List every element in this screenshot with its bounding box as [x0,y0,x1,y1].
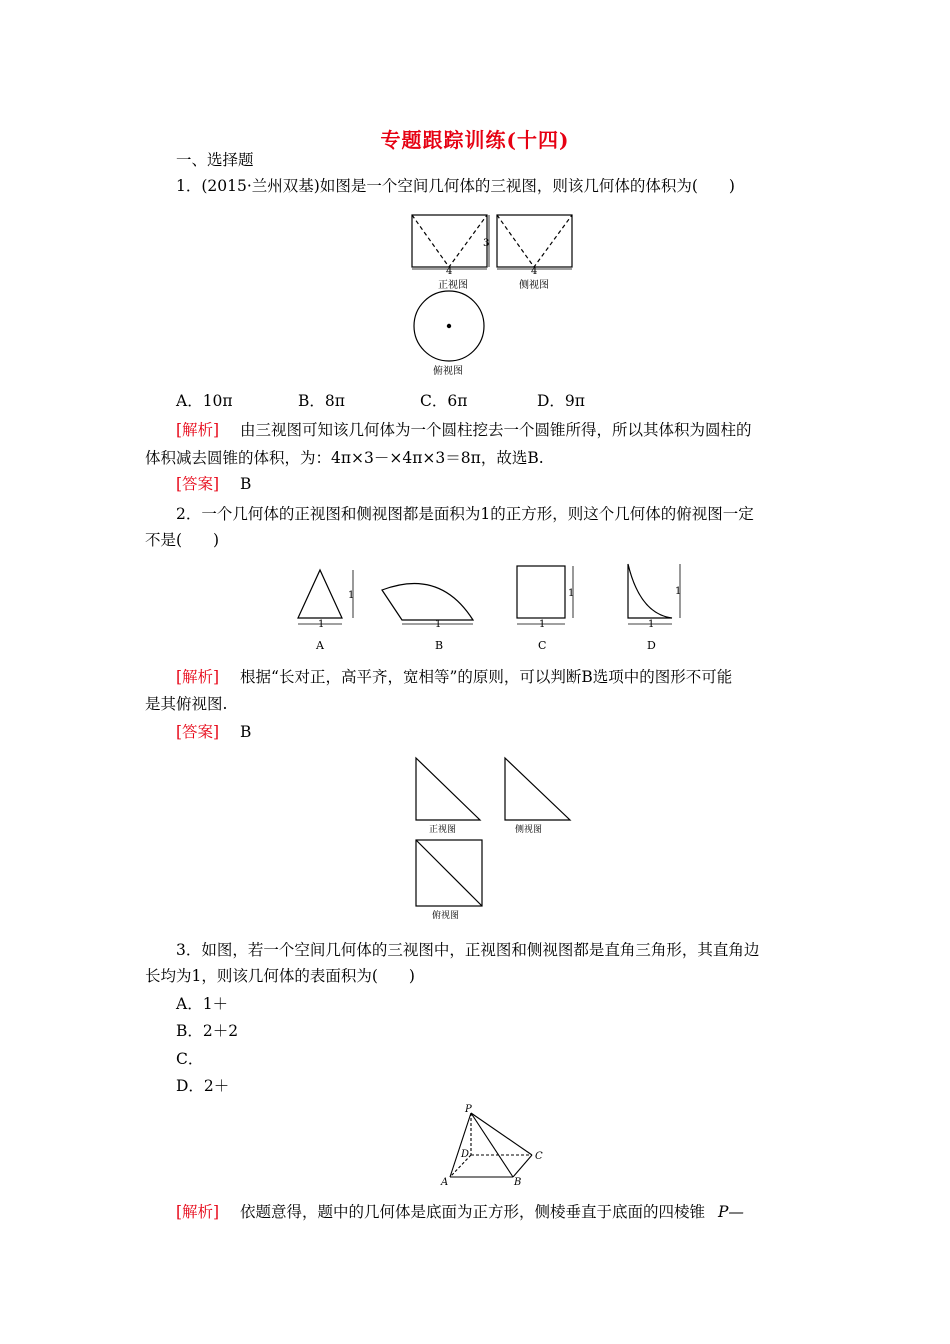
q2-option-a-triangle [298,570,342,618]
q3-vertex-c: C [535,1151,543,1162]
q2-b-width-label: 1 [435,619,442,630]
q2-analysis-line1: 根据“长对正，高平齐，宽相等”的原则，可以判断B选项中的图形不可能 [240,668,733,686]
q2-label-d: D [647,639,656,652]
q1-answer: B [240,475,252,493]
q1-option-c: C．6π [420,392,468,410]
q1-front-width-label: 4 [446,266,453,277]
q2-c-width-label: 1 [539,619,546,630]
q2-label-b: B [435,639,444,652]
q2-option-c-square [517,566,565,618]
q1-analysis-line1: 由三视图可知该几何体为一个圆柱挖去一个圆锥所得，所以其体积为圆柱的 [240,421,752,439]
q2-label-a: A [316,639,324,652]
q3-stem-line2: 长均为1，则该几何体的表面积为( ) [145,967,415,985]
q1-top-view-label: 俯视图 [433,366,463,377]
q3-front-view-label: 正视图 [429,825,457,835]
q2-d-height-label: 1 [675,586,682,597]
q1-side-view [497,215,572,267]
q3-top-view-label: 俯视图 [432,911,460,921]
q2-a-height-label: 1 [348,590,355,601]
q1-height-label: 3 [483,238,490,249]
q3-analysis-tail: P— [718,1203,744,1221]
q3-front-view-triangle [416,758,480,820]
q1-front-view [412,215,490,267]
q2-answer: B [240,723,252,741]
q2-analysis-tag: [解析] [176,668,220,686]
q1-option-a: A．10π [176,392,233,410]
q2-answer-tag: [答案] [176,723,220,741]
q1-side-dashed [497,215,572,267]
q1-front-view-label: 正视图 [438,280,468,291]
q3-three-view-figure [410,752,580,924]
q1-three-view-figure [405,210,585,385]
q3-option-b: B．2＋2 [176,1022,239,1040]
section-heading: 一、选择题 [176,151,254,169]
q1-front-dashed [412,215,490,267]
q3-vertex-b: B [514,1177,522,1187]
q3-vertex-p: P [465,1104,472,1115]
q2-label-c: C [538,639,547,652]
q2-options-figure [290,558,700,658]
q2-option-d-curve [628,564,672,618]
q1-option-d: D．9π [537,392,585,410]
q1-top-view-center-dot [447,324,451,328]
q3-side-view-triangle [505,758,570,820]
q2-c-height-label: 1 [568,588,575,599]
q1-answer-tag: [答案] [176,475,220,493]
q3-vertex-a: A [441,1177,449,1187]
q1-analysis-tag: [解析] [176,421,220,439]
q3-pyramid-figure [438,1103,550,1187]
q3-option-d: D．2＋ [176,1077,230,1095]
q3-top-view-diagonal [416,840,482,906]
q2-analysis-line2: 是其俯视图. [145,695,228,713]
q1-option-b: B．8π [298,392,345,410]
q3-analysis-line1: 依题意得，题中的几何体是底面为正方形，侧棱垂直于底面的四棱锥 [240,1203,706,1221]
q2-option-b-sector [382,583,473,620]
q3-side-view-label: 侧视图 [515,825,543,835]
q3-analysis-tag: [解析] [176,1203,220,1221]
q2-a-width-label: 1 [318,619,325,630]
q1-stem: 1．(2015·兰州双基)如图是一个空间几何体的三视图，则该几何体的体积为( ) [176,177,735,195]
q3-option-c: C． [176,1050,204,1068]
q3-option-a: A．1＋ [176,995,229,1013]
q3-vertex-d: D [461,1149,470,1160]
q2-stem-line1: 2．一个几何体的正视图和侧视图都是面积为1的正方形，则这个几何体的俯视图一定 [176,505,754,523]
q2-d-width-label: 1 [648,619,655,630]
page-title: 专题跟踪训练(十四) [380,128,570,152]
q1-side-width-label: 4 [531,266,538,277]
q2-stem-line2: 不是( ) [145,531,220,549]
q1-side-view-label: 侧视图 [519,280,549,291]
q1-analysis-line2: 体积减去圆锥的体积，为：4π×3－×4π×3＝8π，故选B. [145,449,544,467]
q3-stem-line1: 3．如图，若一个空间几何体的三视图中，正视图和侧视图都是直角三角形，其直角边 [176,941,760,959]
